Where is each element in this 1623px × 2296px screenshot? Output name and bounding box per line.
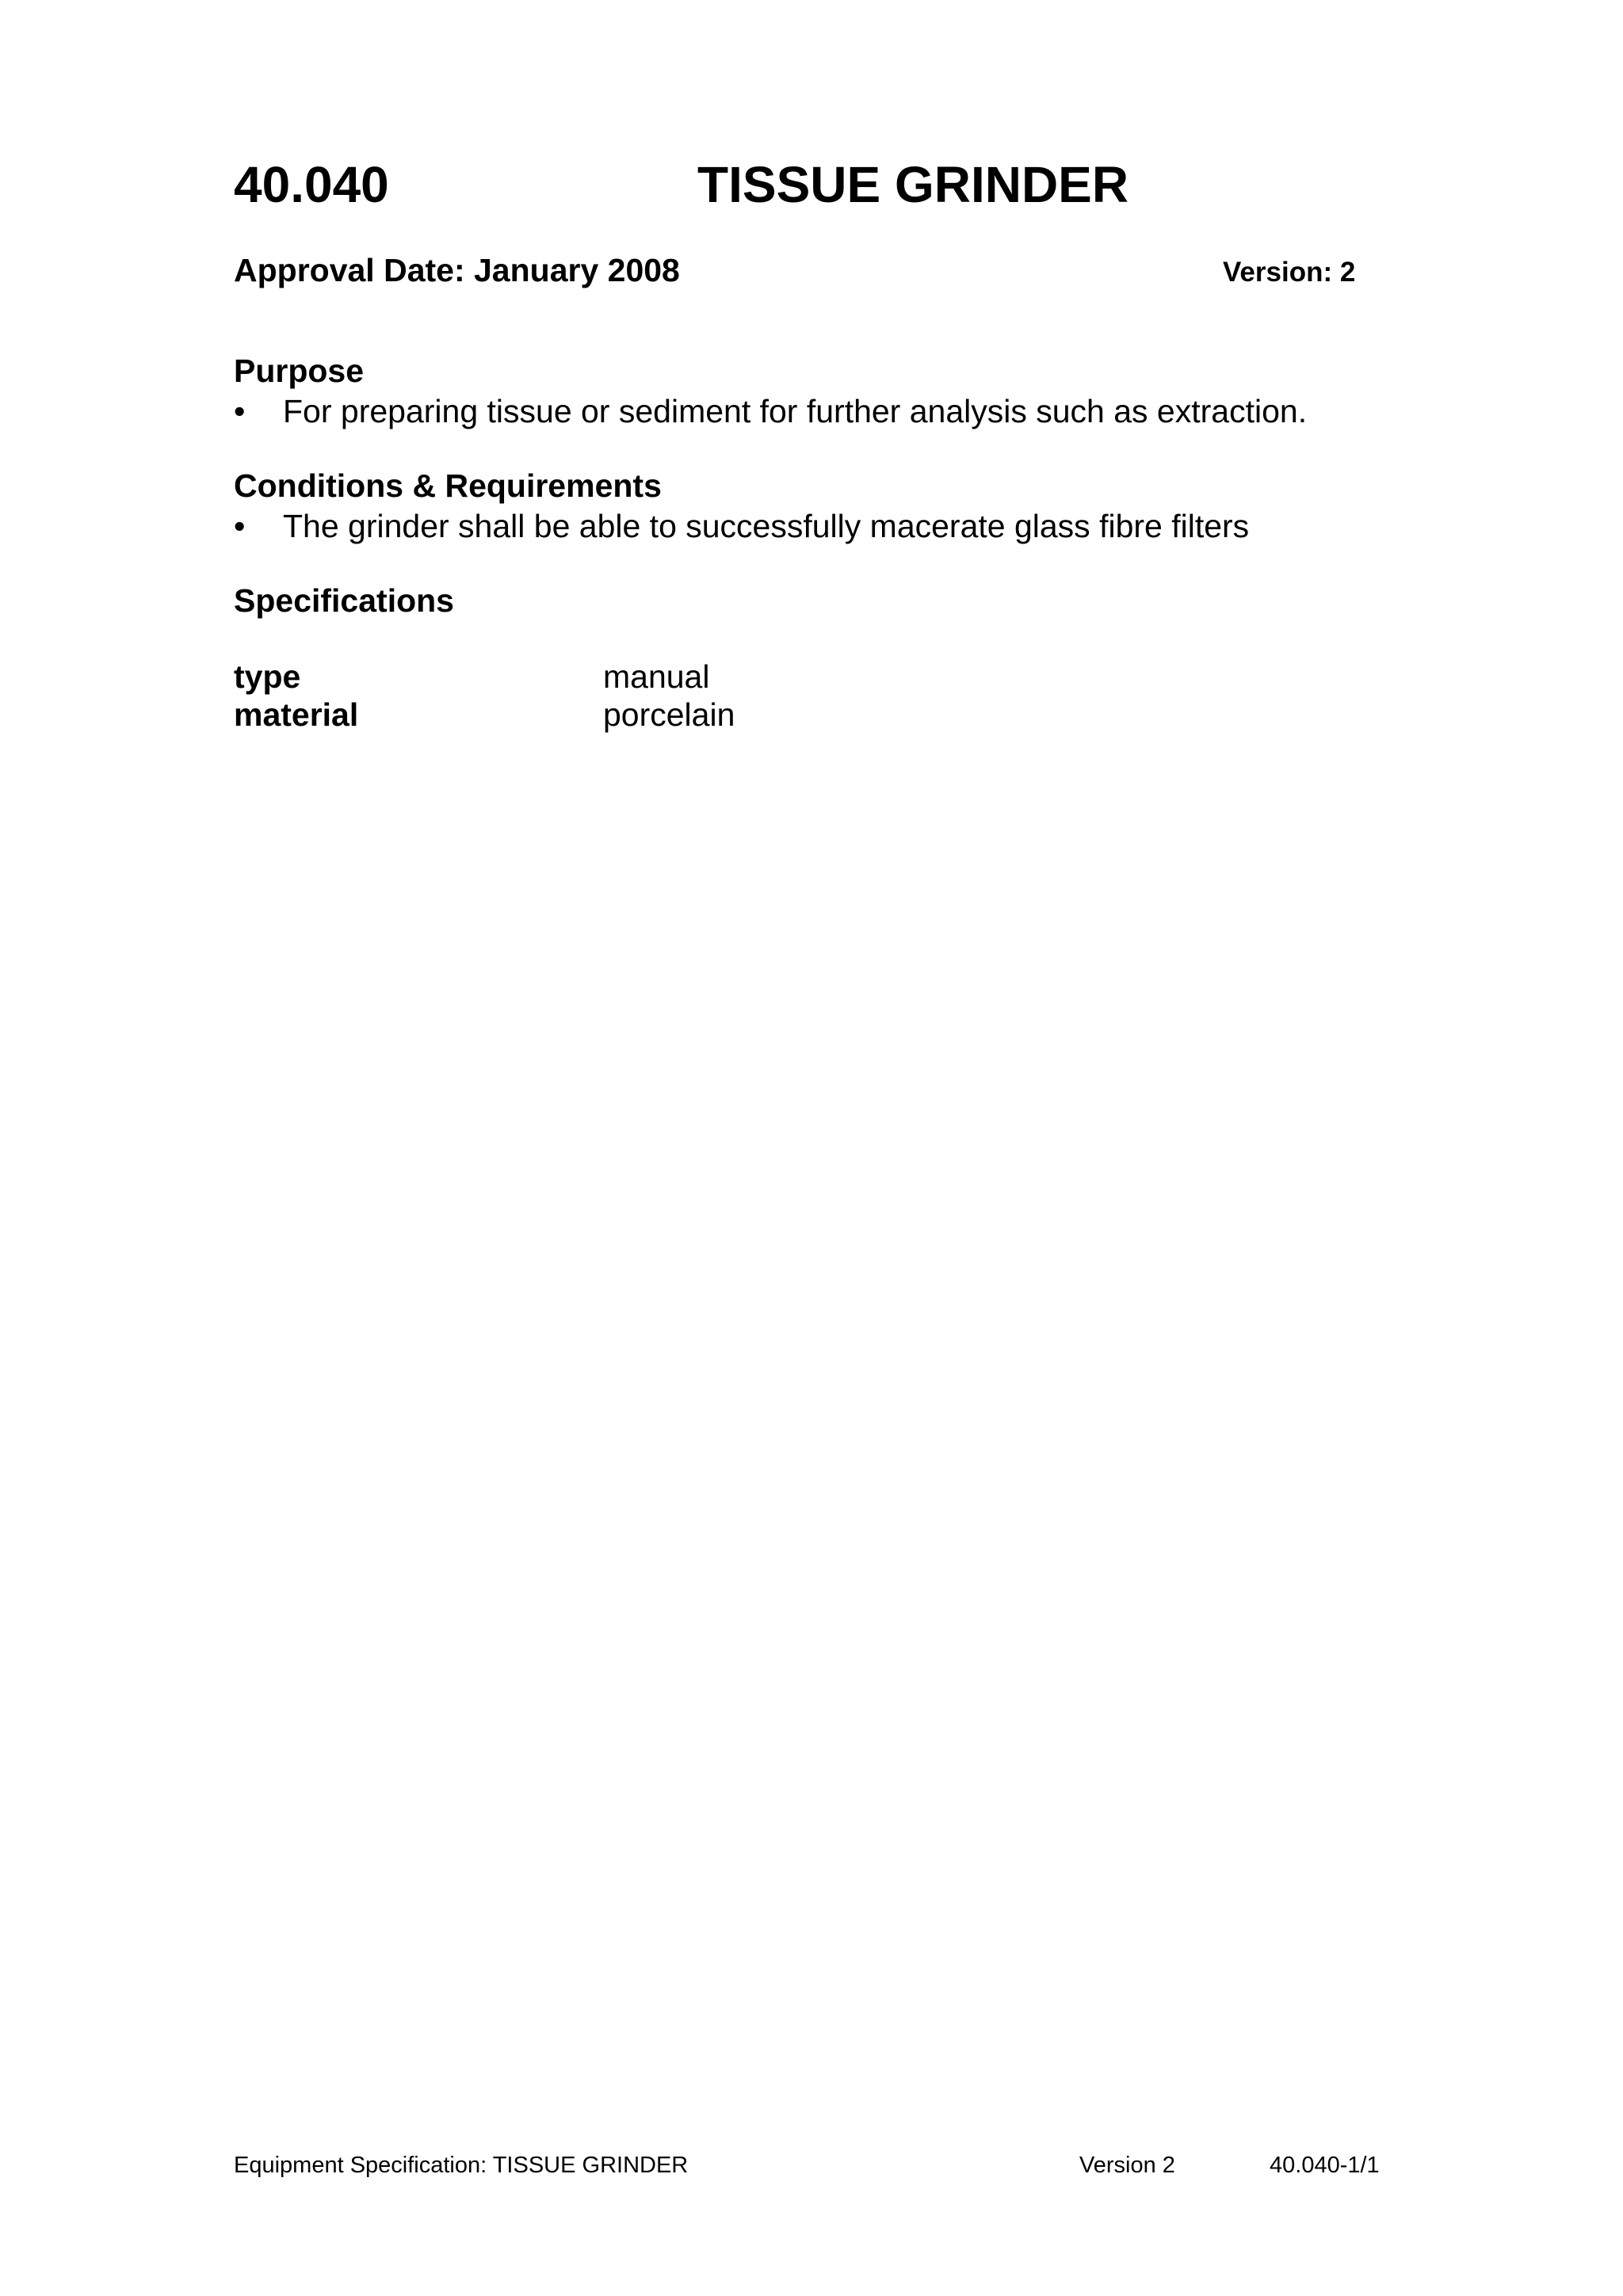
spec-value-material: porcelain (603, 696, 735, 733)
footer-page-number: 40.040-1/1 (1270, 2153, 1380, 2178)
approval-date: Approval Date: January 2008 (234, 252, 680, 288)
specifications-heading: Specifications (234, 582, 454, 619)
spec-value-type: manual (603, 658, 710, 695)
version-label: Version: 2 (1223, 257, 1356, 288)
footer-version: Version 2 (1079, 2153, 1175, 2178)
purpose-heading: Purpose (234, 353, 365, 389)
document-title: TISSUE GRINDER (697, 156, 1129, 213)
purpose-item-text: For preparing tissue or sediment for further analysis such as extraction. (283, 393, 1308, 429)
spec-label-type: type (234, 658, 301, 695)
bullet-icon: • (234, 393, 246, 429)
footer-document-name: Equipment Specification: TISSUE GRINDER (234, 2153, 689, 2178)
purpose-item (234, 389, 1307, 433)
spec-label-material: material (234, 696, 359, 733)
bullet-icon: • (234, 508, 246, 544)
document-code: 40.040 (234, 156, 389, 213)
conditions-item-text: The grinder shall be able to successfully macerate glass fibre filters (283, 508, 1250, 544)
conditions-heading: Conditions & Requirements (234, 467, 662, 504)
conditions-item (234, 504, 1249, 548)
